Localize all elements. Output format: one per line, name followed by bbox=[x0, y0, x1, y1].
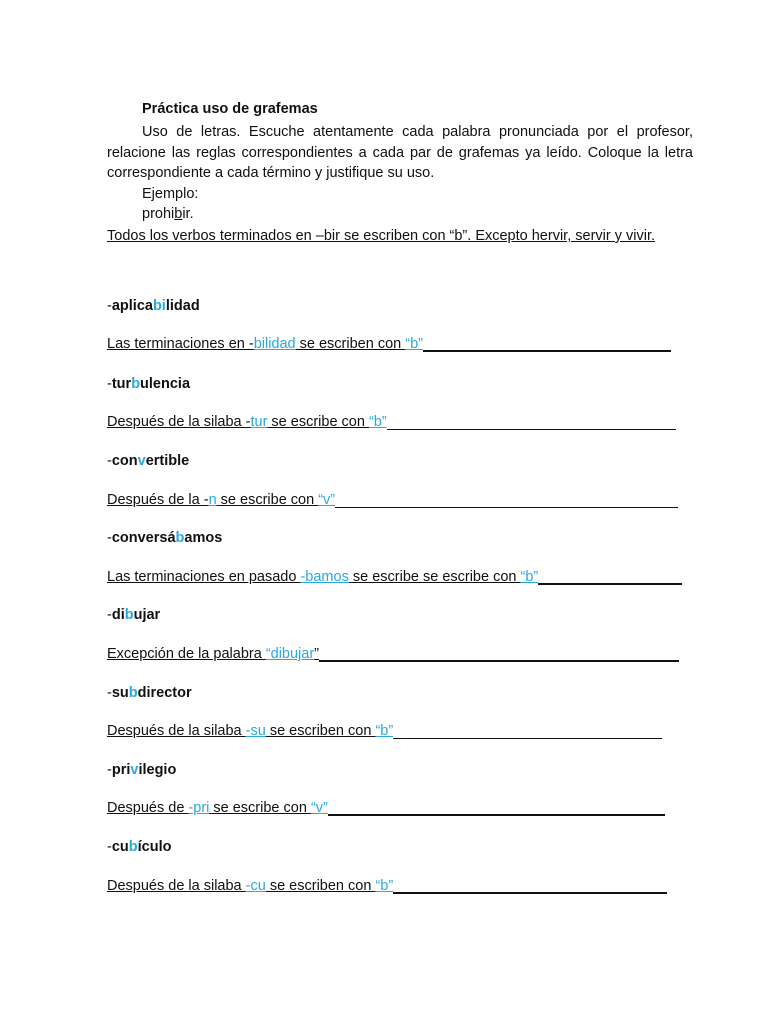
rule-quote: “b” bbox=[405, 336, 423, 352]
word-part: amos bbox=[184, 530, 223, 546]
word-part: cu bbox=[111, 839, 129, 855]
exercise-word bbox=[107, 760, 667, 780]
rule-text: se escribe con bbox=[209, 800, 311, 816]
word-part: aplica bbox=[111, 298, 153, 314]
exercise-word bbox=[107, 296, 667, 316]
word-dash: - bbox=[107, 762, 112, 778]
rule-quote: “v” bbox=[318, 492, 336, 508]
word-part: ulencia bbox=[140, 376, 191, 392]
rule-text: se escriben con bbox=[265, 723, 376, 739]
word-part: ujar bbox=[133, 607, 161, 623]
rule-text: se escribe con bbox=[216, 492, 319, 508]
exercise-rule bbox=[107, 490, 678, 510]
word-part: pri bbox=[111, 762, 131, 778]
word-dash: - bbox=[107, 376, 112, 392]
rule-highlight: -bamos bbox=[300, 569, 349, 585]
word-part: con bbox=[111, 453, 138, 469]
example-label: Ejemplo: bbox=[142, 186, 199, 202]
answer-blank[interactable] bbox=[319, 660, 679, 662]
rule-text: ” bbox=[314, 646, 320, 662]
rule-text: se escriben con bbox=[295, 336, 406, 352]
rule-quote: “b” bbox=[368, 414, 387, 430]
answer-blank[interactable] bbox=[393, 892, 667, 894]
rule-text: Después de la silaba - bbox=[107, 414, 251, 430]
intro-line-2: relacione las reglas correspondientes a cada par de grafemas ya leído. Coloque la letra bbox=[107, 145, 693, 161]
rule-text: se escribe se escribe con bbox=[348, 569, 521, 585]
rule-text: se escriben con bbox=[265, 878, 376, 894]
exercise-word bbox=[107, 837, 667, 857]
exercise-rule bbox=[107, 876, 667, 896]
exercise-word bbox=[107, 374, 667, 394]
rule-text: Las terminaciones en pasado bbox=[107, 569, 301, 585]
word-highlight: v bbox=[137, 453, 146, 469]
word-dash: - bbox=[107, 530, 112, 546]
exercise-rule bbox=[107, 721, 662, 741]
rule-quote: “b” bbox=[375, 723, 394, 739]
exercise-word bbox=[107, 451, 667, 471]
word-dash: - bbox=[107, 298, 112, 314]
word-highlight: b bbox=[124, 607, 134, 623]
rule-text: Después de la silaba bbox=[107, 878, 246, 894]
answer-blank[interactable] bbox=[538, 583, 682, 585]
example-rule: Todos los verbos terminados en –bir se escriben con “b”. Excepto hervir, servir y vivir. bbox=[107, 228, 656, 244]
exercise-word bbox=[107, 683, 667, 703]
word-part: ertible bbox=[145, 453, 190, 469]
exercise-rule bbox=[107, 334, 671, 354]
word-highlight: b bbox=[131, 376, 141, 392]
rule-highlight: “dibujar bbox=[265, 646, 315, 662]
rule-highlight: tur bbox=[250, 414, 268, 430]
word-highlight: b bbox=[175, 530, 185, 546]
page-title: Práctica uso de grafemas bbox=[142, 101, 318, 117]
word-dash: - bbox=[107, 453, 112, 469]
exercise-rule bbox=[107, 798, 665, 818]
answer-blank[interactable] bbox=[423, 350, 671, 352]
word-part: director bbox=[137, 685, 192, 701]
rule-text: se escribe con bbox=[267, 414, 369, 430]
word-highlight: b bbox=[128, 839, 138, 855]
rule-text: Las terminaciones en - bbox=[107, 336, 254, 352]
intro-line-3: correspondiente a cada término y justifique su uso. bbox=[107, 165, 435, 181]
word-part: tur bbox=[111, 376, 132, 392]
answer-blank[interactable] bbox=[387, 429, 676, 430]
rule-highlight: n bbox=[208, 492, 217, 508]
word-part: ilegio bbox=[138, 762, 177, 778]
word-dash: - bbox=[107, 685, 112, 701]
exercise-rule bbox=[107, 412, 676, 432]
rule-quote: “b” bbox=[375, 878, 394, 894]
example-word: prohibir. bbox=[142, 206, 194, 222]
exercise-word bbox=[107, 528, 667, 548]
exercise-rule bbox=[107, 644, 679, 664]
rule-highlight: -su bbox=[245, 723, 266, 739]
rule-text: Excepción de la palabra bbox=[107, 646, 266, 662]
rule-text: Después de la - bbox=[107, 492, 209, 508]
word-part: conversá bbox=[111, 530, 176, 546]
word-dash: - bbox=[107, 839, 112, 855]
word-part: ículo bbox=[137, 839, 172, 855]
word-part: su bbox=[111, 685, 129, 701]
rule-highlight: -pri bbox=[188, 800, 210, 816]
exercise-rule bbox=[107, 567, 682, 587]
word-highlight: b bbox=[128, 685, 138, 701]
word-dash: - bbox=[107, 607, 112, 623]
word-part: di bbox=[111, 607, 125, 623]
rule-highlight: -cu bbox=[245, 878, 266, 894]
exercise-word bbox=[107, 605, 667, 625]
rule-highlight: bilidad bbox=[253, 336, 296, 352]
rule-text: Después de la silaba bbox=[107, 723, 246, 739]
word-part: lidad bbox=[165, 298, 200, 314]
answer-blank[interactable] bbox=[393, 738, 662, 739]
word-highlight: bi bbox=[152, 298, 166, 314]
word-highlight: v bbox=[130, 762, 139, 778]
intro-line-1: Uso de letras. Escuche atentamente cada palabra pronunciada por el profesor, bbox=[142, 124, 693, 140]
rule-quote: “v” bbox=[310, 800, 328, 816]
rule-quote: “b” bbox=[520, 569, 539, 585]
answer-blank[interactable] bbox=[328, 814, 665, 816]
answer-blank[interactable] bbox=[335, 507, 678, 508]
rule-text: Después de bbox=[107, 800, 189, 816]
